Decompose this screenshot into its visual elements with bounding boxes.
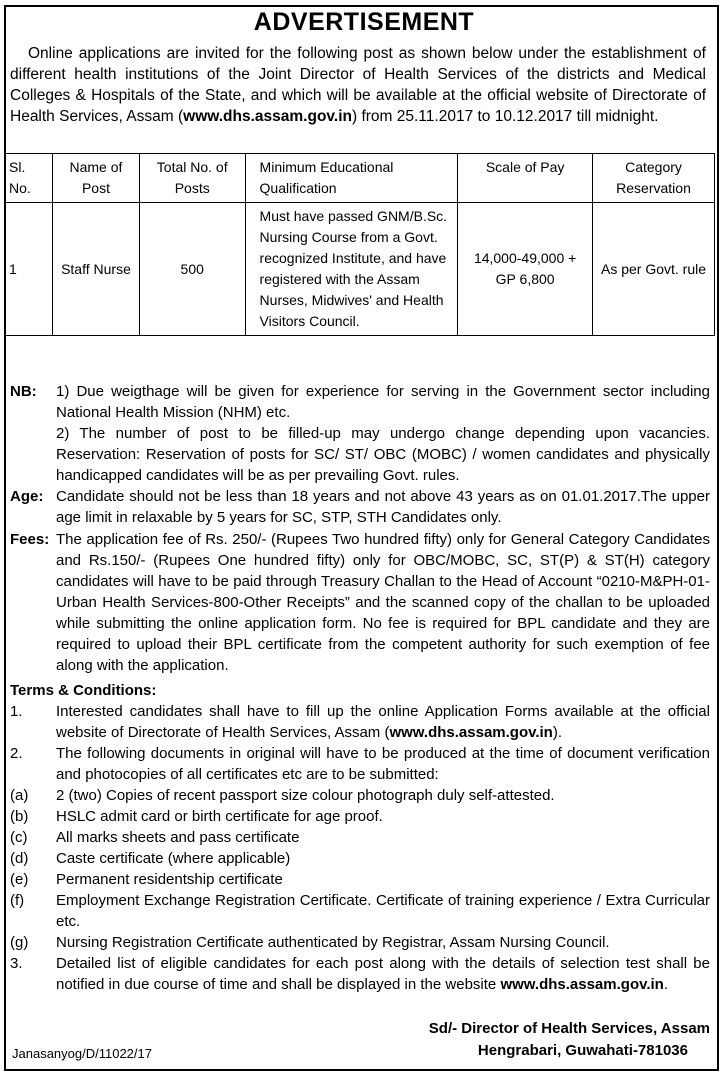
header-scale-of-pay: Scale of Pay	[458, 154, 593, 203]
age-text: Candidate should not be less than 18 years and not above 43 years as on 01.01.2017.The upper age limit in relaxable by 5 years for SC, STP, STH Candidates only.	[56, 488, 710, 526]
cell-sl: 1	[5, 203, 53, 336]
header-sl-no: Sl. No.	[5, 154, 53, 203]
terms-website-1: www.dhs.assam.gov.in	[389, 724, 553, 741]
table-row	[5, 203, 715, 336]
terms-website-3: www.dhs.assam.gov.in	[500, 976, 664, 993]
cell-post: Staff Nurse	[53, 203, 140, 336]
intro-text-2: ) from 25.11.2017 to 10.12.2017 till midnight.	[351, 108, 659, 125]
fees-text: The application fee of Rs. 250/- (Rupees Two hundred fifty) only for General Category Candidates and Rs.150/- (Rupees One hundred fifty) only for OBC/MOBC, SC, ST(P) & ST(H) category candidates will have to be paid through Treasury Challan to the Head of Account “0210-M&PH-01-Urban Health Services-800-Other Receipts” and the scanned copy of the challan to be uploaded while submitting the online application form. No fee is required for BPL candidate and they are required to upload their BPL certificate from the competent authority for such exemption of fee along with the application.	[56, 531, 710, 674]
header-qualification: Minimum Educational Qualification	[245, 154, 458, 203]
terms-section	[10, 680, 710, 995]
nb-section	[10, 381, 710, 486]
header-total-posts: Total No. of Posts	[139, 154, 245, 203]
cell-total: 500	[139, 203, 245, 336]
cell-qualification: Must have passed GNM/B.Sc. Nursing Course from a Govt. recognized Institute, and have registered with the Assam Nurses, Midwives' and Health Visitors Council.	[245, 203, 458, 336]
intro-paragraph	[10, 43, 706, 127]
list-item: (e) Permanent residentship certificate	[10, 871, 283, 888]
cell-reservation: As per Govt. rule	[593, 203, 715, 336]
list-item: (d) Caste certificate (where applicable)	[10, 850, 291, 867]
signature-line-2: Hengrabari, Guwahati-781036	[477, 1042, 688, 1059]
cell-pay: 14,000-49,000 + GP 6,800	[458, 203, 593, 336]
table-header-row	[5, 154, 715, 203]
list-item: (f) Employment Exchange Registration Certificate. Certificate of training experience / Extra Curricular etc.	[10, 892, 710, 930]
fees-section	[10, 529, 710, 676]
page-title: ADVERTISEMENT	[253, 8, 475, 36]
intro-website: www.dhs.assam.gov.in	[183, 108, 352, 125]
signature-line-1: Sd/- Director of Health Services, Assam	[428, 1020, 710, 1037]
list-item: (a) 2 (two) Copies of recent passport size colour photograph duly self-attested.	[10, 787, 555, 804]
header-name-of-post: Name of Post	[53, 154, 140, 203]
nb-label: NB:	[10, 383, 37, 400]
list-item: (g) Nursing Registration Certificate authenticated by Registrar, Assam Nursing Council.	[10, 934, 610, 951]
terms-heading: Terms & Conditions:	[10, 682, 157, 699]
terms-item-3: 3. Detailed list of eligible candidates for each post along with the details of selection test shall be notified in due course of time and shall be displayed in the website www.dhs.assam.gov.in.	[10, 955, 710, 993]
age-label: Age:	[10, 488, 44, 505]
nb-point-1: 1) Due weigthage will be given for experience for serving in the Government sector including National Health Mission (NHM) etc.	[56, 383, 710, 421]
reference-number: Janasanyog/D/11022/17	[12, 1046, 152, 1061]
intro-text-1: Online applications are invited for the following post as shown below under the establishment of different health institutions of the Joint Director of Health Services of the districts and Medical Colleges & Hospitals of the State, and which will be available at the official website of Directorate of Health Services, Assam (	[10, 45, 706, 125]
terms-item-1: 1. Interested candidates shall have to fill up the online Application Forms available at the official website of Directorate of Health Services, Assam (www.dhs.assam.gov.in).	[10, 703, 710, 741]
age-section	[10, 486, 710, 528]
fees-label: Fees:	[10, 531, 50, 548]
posts-table	[4, 153, 715, 336]
list-item: (c) All marks sheets and pass certificate	[10, 829, 300, 846]
nb-point-2: 2) The number of post to be filled-up may undergo change depending upon vacancies. Reservation: Reservation of posts for SC/ ST/ OBC (MOBC) / women candidates and physically handicapped candidates will be as per prevailing Govt. rules.	[56, 425, 710, 484]
header-category-reservation: Category Reservation	[593, 154, 715, 203]
terms-item-2: 2. The following documents in original will have to be produced at the time of document verification and photocopies of all certificates etc are to be submitted:	[10, 745, 710, 783]
list-item: (b) HSLC admit card or birth certificate for age proof.	[10, 808, 383, 825]
